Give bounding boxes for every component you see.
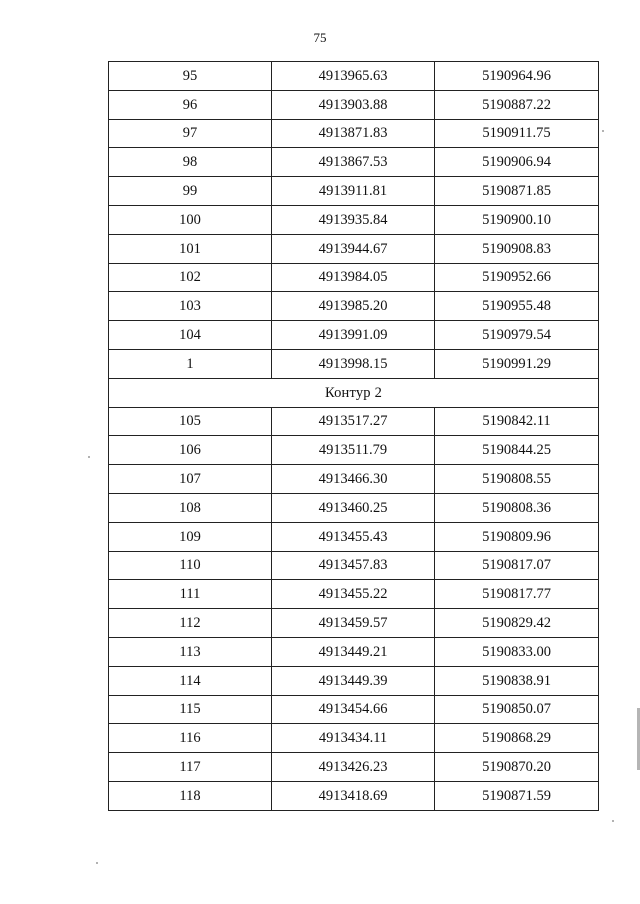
section-row [109, 378, 599, 407]
x-coordinate-cell: 4913867.53 [272, 148, 435, 177]
y-coordinate-cell: 5190906.94 [435, 148, 599, 177]
table-row [109, 321, 599, 350]
y-coordinate-cell: 5190952.66 [435, 263, 599, 292]
y-coordinate-cell: 5190955.48 [435, 292, 599, 321]
x-coordinate-cell: 4913449.21 [272, 637, 435, 666]
y-coordinate-cell: 5190871.59 [435, 781, 599, 810]
table-row [109, 148, 599, 177]
table-row [109, 609, 599, 638]
point-number-cell: 109 [109, 522, 272, 551]
coordinates-table [108, 61, 599, 811]
x-coordinate-cell: 4913418.69 [272, 781, 435, 810]
y-coordinate-cell: 5190838.91 [435, 666, 599, 695]
x-coordinate-cell: 4913871.83 [272, 119, 435, 148]
x-coordinate-cell: 4913965.63 [272, 62, 435, 91]
x-coordinate-cell: 4913511.79 [272, 436, 435, 465]
x-coordinate-cell: 4913935.84 [272, 205, 435, 234]
y-coordinate-cell: 5190871.85 [435, 177, 599, 206]
table-row [109, 177, 599, 206]
y-coordinate-cell: 5190908.83 [435, 234, 599, 263]
scan-speck [602, 130, 604, 132]
y-coordinate-cell: 5190817.07 [435, 551, 599, 580]
x-coordinate-cell: 4913455.22 [272, 580, 435, 609]
point-number-cell: 107 [109, 465, 272, 494]
table-row [109, 349, 599, 378]
x-coordinate-cell: 4913457.83 [272, 551, 435, 580]
x-coordinate-cell: 4913944.67 [272, 234, 435, 263]
y-coordinate-cell: 5190964.96 [435, 62, 599, 91]
x-coordinate-cell: 4913517.27 [272, 407, 435, 436]
table-row [109, 551, 599, 580]
x-coordinate-cell: 4913985.20 [272, 292, 435, 321]
table-row [109, 580, 599, 609]
table-row [109, 407, 599, 436]
table-row [109, 781, 599, 810]
point-number-cell: 112 [109, 609, 272, 638]
point-number-cell: 96 [109, 90, 272, 119]
x-coordinate-cell: 4913466.30 [272, 465, 435, 494]
table-row [109, 62, 599, 91]
y-coordinate-cell: 5190808.55 [435, 465, 599, 494]
point-number-cell: 116 [109, 724, 272, 753]
x-coordinate-cell: 4913454.66 [272, 695, 435, 724]
y-coordinate-cell: 5190844.25 [435, 436, 599, 465]
y-coordinate-cell: 5190850.07 [435, 695, 599, 724]
x-coordinate-cell: 4913455.43 [272, 522, 435, 551]
point-number-cell: 114 [109, 666, 272, 695]
point-number-cell: 110 [109, 551, 272, 580]
y-coordinate-cell: 5190842.11 [435, 407, 599, 436]
point-number-cell: 1 [109, 349, 272, 378]
y-coordinate-cell: 5190911.75 [435, 119, 599, 148]
y-coordinate-cell: 5190829.42 [435, 609, 599, 638]
y-coordinate-cell: 5190900.10 [435, 205, 599, 234]
table-row [109, 205, 599, 234]
point-number-cell: 108 [109, 493, 272, 522]
point-number-cell: 99 [109, 177, 272, 206]
page-number: 75 [313, 30, 327, 45]
table-row [109, 637, 599, 666]
x-coordinate-cell: 4913449.39 [272, 666, 435, 695]
point-number-cell: 106 [109, 436, 272, 465]
point-number-cell: 102 [109, 263, 272, 292]
table-row [109, 493, 599, 522]
y-coordinate-cell: 5190979.54 [435, 321, 599, 350]
y-coordinate-cell: 5190808.36 [435, 493, 599, 522]
y-coordinate-cell: 5190868.29 [435, 724, 599, 753]
point-number-cell: 113 [109, 637, 272, 666]
table-row [109, 119, 599, 148]
x-coordinate-cell: 4913984.05 [272, 263, 435, 292]
point-number-cell: 105 [109, 407, 272, 436]
y-coordinate-cell: 5190833.00 [435, 637, 599, 666]
x-coordinate-cell: 4913911.81 [272, 177, 435, 206]
y-coordinate-cell: 5190991.29 [435, 349, 599, 378]
table-row [109, 436, 599, 465]
x-coordinate-cell: 4913903.88 [272, 90, 435, 119]
table-row [109, 90, 599, 119]
point-number-cell: 111 [109, 580, 272, 609]
coordinates-table-body [109, 62, 599, 811]
point-number-cell: 101 [109, 234, 272, 263]
table-row [109, 695, 599, 724]
table-row [109, 522, 599, 551]
point-number-cell: 104 [109, 321, 272, 350]
point-number-cell: 103 [109, 292, 272, 321]
y-coordinate-cell: 5190817.77 [435, 580, 599, 609]
x-coordinate-cell: 4913426.23 [272, 753, 435, 782]
scan-speck [88, 456, 90, 458]
y-coordinate-cell: 5190809.96 [435, 522, 599, 551]
point-number-cell: 98 [109, 148, 272, 177]
table-row [109, 263, 599, 292]
point-number-cell: 95 [109, 62, 272, 91]
section-label: Контур 2 [109, 378, 599, 407]
y-coordinate-cell: 5190887.22 [435, 90, 599, 119]
table-row [109, 292, 599, 321]
point-number-cell: 100 [109, 205, 272, 234]
point-number-cell: 117 [109, 753, 272, 782]
table-row [109, 234, 599, 263]
scan-speck [96, 862, 98, 864]
y-coordinate-cell: 5190870.20 [435, 753, 599, 782]
table-row [109, 753, 599, 782]
table-row [109, 724, 599, 753]
scan-speck [612, 820, 614, 822]
point-number-cell: 118 [109, 781, 272, 810]
table-row [109, 666, 599, 695]
x-coordinate-cell: 4913460.25 [272, 493, 435, 522]
table-row [109, 465, 599, 494]
x-coordinate-cell: 4913991.09 [272, 321, 435, 350]
point-number-cell: 97 [109, 119, 272, 148]
x-coordinate-cell: 4913998.15 [272, 349, 435, 378]
x-coordinate-cell: 4913434.11 [272, 724, 435, 753]
point-number-cell: 115 [109, 695, 272, 724]
x-coordinate-cell: 4913459.57 [272, 609, 435, 638]
